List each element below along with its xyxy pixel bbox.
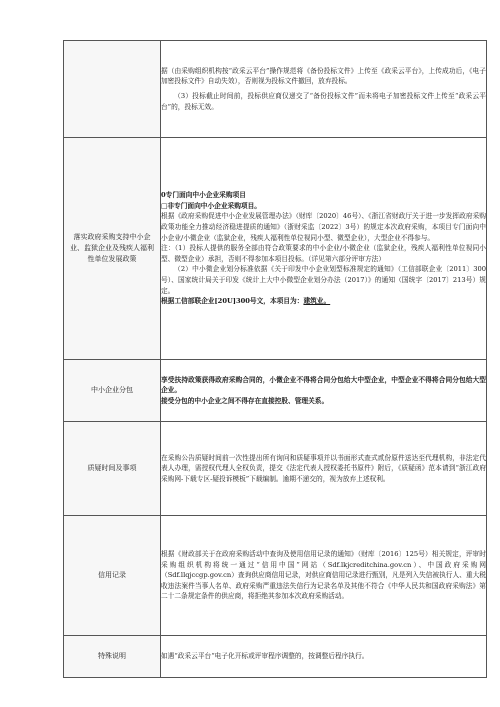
table-row bbox=[64, 41, 487, 138]
sme-policy-cell bbox=[161, 138, 487, 360]
bid-deadline-text: （3）投标截止时间前，投标供应商仅递交了“备份投标文件”而未将电子加密投标文件上传至“政采云平台”的，投标无效。 bbox=[161, 92, 486, 111]
bid-upload-cell bbox=[161, 41, 487, 138]
industry-classification: 根据工信部联企业[20U]300号文，本项目为：建筑业。 bbox=[161, 297, 331, 306]
subcontract-rule-2: 接受分包的中小企业之间不得存在直接控股、管理关系。 bbox=[161, 396, 329, 405]
sme-subcontract-label: 中小企业分包 bbox=[64, 360, 161, 422]
sme-policy-label: 落实政府采购支持中小企业、监狱企业及残疾人福利性单位发展政策 bbox=[64, 138, 161, 360]
sme-dedicated-option: 0专门面向中小企业采购项目 bbox=[161, 191, 246, 200]
special-notes-text: 如遇“政采云平台“电子化开标或评审程序调整的，按调整后程序执行。 bbox=[161, 652, 369, 661]
credit-record-cell bbox=[161, 516, 487, 636]
subcontract-rule-1: 享受扶持政策获得政府采购合同的，小微企业不得将合同分包给大中型企业，中型企业不得将合同分包给大型企业。 bbox=[161, 375, 486, 395]
credit-record-text: 根据《财政部关于在政府采购活动中查询及使用信用记录的通知》（财库〔2016〕125号）相关规定，评审时采购组织机构将统一通过“信用中国”网站（Sdf.lkjcreditchina.gov.cn）、中国政府采购网（Sdf.llqjccgp.gov.cn）查询供应商信用记录，对供应商信用记录进行甄别，凡是列入失信被执行人、重大税收违法案件当事人名单、政府采购严重违法失信行为记录名单及其他不符合《中华人民共和国政府采购法》第二十二条规定条件的供应商，将拒绝其参加本次政府采购活动。 bbox=[161, 550, 486, 601]
table-row bbox=[64, 516, 487, 636]
query-period-cell bbox=[161, 422, 487, 516]
sme-non-dedicated-option: □非专门面向中小企业采购项目。 bbox=[161, 201, 261, 210]
procurement-terms-table bbox=[63, 40, 487, 678]
special-notes-label: 特殊说明 bbox=[64, 636, 161, 678]
sme-policy-basis: 根据《政府采购促进中小企业发展管理办法》（财库〔2020〕46号）、《浙江省财政厅关于进一步发挥政府采购政策功能全力推动经济稳进提质的通知》（浙财采监〔2022〕3号）的规定本次政府采购，本项目专门面向中小企业/小微企业（监狱企业，残疾人福利性单位视同小型、微型企业），大型企业不得参与。 bbox=[161, 212, 486, 242]
sme-policy-note-1: 注：（1）投标人提供的服务全部由符合政策要求的中小企业/小微企业（监狱企业，残疾人福利性单位视同小型、微型企业）承担，否则不得参加本项目投标。（详见第六部分评审方法） bbox=[161, 244, 486, 263]
table-row bbox=[64, 138, 487, 360]
special-notes-cell bbox=[161, 636, 487, 678]
credit-record-label: 信用记录 bbox=[64, 516, 161, 636]
table-row bbox=[64, 636, 487, 678]
sme-policy-note-2: （2）中小微企业划分标准依据《关于印发中小企业划型标准规定的通知》（工信部联企业〔2011〕300号）、国家统计局关于印发《统计上大中小微型企业划分办法（2017）》的通知（国统字〔2017〕213号）规定。 bbox=[161, 265, 486, 295]
query-period-text: 在采购公告质疑时间前一次性提出所有询问和质疑事项并以书面形式查式贰份原件送达至代理机构，非法定代表人办理，需授权代理人全权负责，提交《法定代表人授权委托书原件》附后，《质疑函》范本请到“浙江政府采购网-下载专区-疑投诉模板”下载编制。逾期不递交的，视为放弃上述权利。 bbox=[161, 453, 486, 483]
industry-value: 建筑业。 bbox=[303, 297, 331, 306]
row-label-empty bbox=[64, 41, 161, 138]
sme-subcontract-cell bbox=[161, 360, 487, 422]
query-period-label: 质疑时间及事项 bbox=[64, 422, 161, 516]
table-row bbox=[64, 360, 487, 422]
table-row bbox=[64, 422, 487, 516]
bid-upload-text: 据（由采购组织机构按“政采云平台”操作规范将《备份投标文件》上传至《政采云平台》，上传成功后，《电子加密投标文件》自动失效），否则视为投标文件撤回，放弃投标。 bbox=[161, 66, 486, 86]
